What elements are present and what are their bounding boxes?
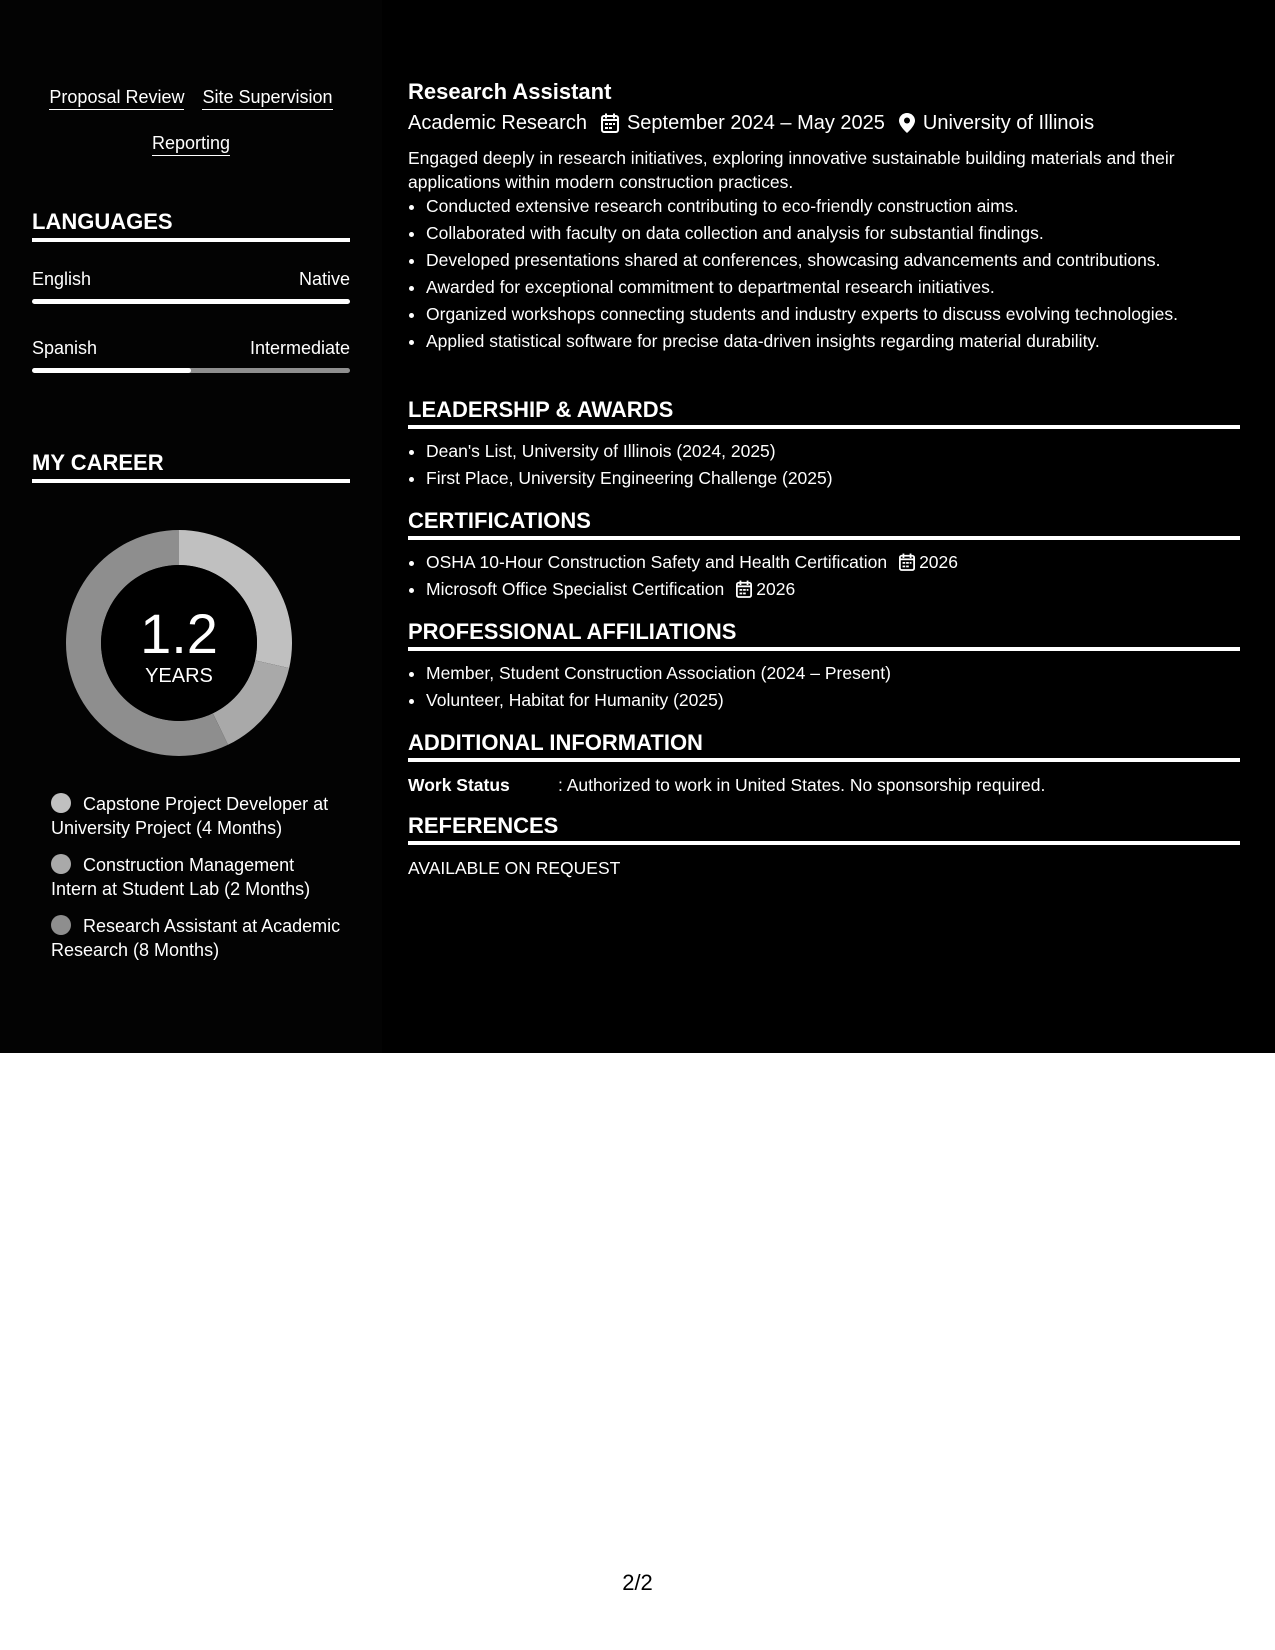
certification-year: 2026 bbox=[919, 552, 958, 572]
leadership-heading: LEADERSHIP & AWARDS bbox=[408, 396, 1240, 429]
work-status-value: : Authorized to work in United States. No sponsorship required. bbox=[558, 775, 1046, 795]
affiliations-heading: PROFESSIONAL AFFILIATIONS bbox=[408, 618, 1240, 651]
job-company: Academic Research bbox=[408, 112, 587, 134]
certification-year: 2026 bbox=[756, 579, 796, 599]
additional-info-heading: ADDITIONAL INFORMATION bbox=[408, 729, 1240, 762]
career-dot bbox=[51, 915, 71, 935]
calendar-icon bbox=[899, 553, 915, 571]
language-bar-fill bbox=[32, 299, 350, 304]
language-row-spanish bbox=[32, 337, 350, 359]
language-name: English bbox=[32, 269, 92, 289]
career-total-unit: YEARS bbox=[145, 665, 213, 687]
leadership-item: • Dean's List, University of Illinois (2024, 2025) bbox=[426, 439, 1258, 463]
career-dot bbox=[51, 793, 71, 813]
language-bar-spanish bbox=[32, 368, 350, 373]
certifications-list bbox=[408, 550, 1258, 604]
job-description bbox=[408, 146, 1240, 356]
language-row-english bbox=[32, 268, 350, 290]
job-bullet: • Developed presentations shared at conferences, showcasing advancements and contributions. bbox=[426, 248, 1240, 272]
language-level: Native bbox=[298, 269, 350, 289]
references-heading: REFERENCES bbox=[408, 812, 1240, 845]
skills-list bbox=[32, 86, 350, 156]
affiliation-item: • Member, Student Construction Association (2024 – Present) bbox=[426, 661, 1258, 685]
languages-heading: LANGUAGES bbox=[32, 208, 350, 242]
job-bullet: • Awarded for exceptional commitment to departmental research initiatives. bbox=[426, 275, 1240, 299]
certifications-heading: CERTIFICATIONS bbox=[408, 507, 1240, 540]
calendar-icon bbox=[736, 580, 752, 598]
skill-tag: Proposal Review bbox=[49, 86, 184, 110]
career-item-label: Capstone Project Developer at University Project (4 Months) bbox=[51, 794, 329, 838]
affiliations-list bbox=[408, 661, 1258, 715]
page-number: 2/2 bbox=[622, 1570, 653, 1595]
language-bar-english bbox=[32, 299, 350, 304]
language-bar-fill bbox=[32, 368, 191, 373]
skill-tag: Site Supervision bbox=[202, 86, 332, 110]
job-bullet: • Organized workshops connecting students and industry experts to discuss evolving technologies. bbox=[426, 302, 1240, 326]
certification-name: OSHA 10-Hour Construction Safety and Health Certification bbox=[426, 552, 888, 572]
career-item-label: Construction Management Intern at Student Lab (2 Months) bbox=[51, 855, 311, 899]
job-summary-text: Engaged deeply in research initiatives, exploring innovative sustainable building materials and their applications within modern construction practices. bbox=[408, 148, 1175, 192]
career-donut-chart bbox=[66, 530, 292, 756]
job-meta bbox=[408, 110, 1094, 136]
leadership-item: • First Place, University Engineering Challenge (2025) bbox=[426, 466, 1258, 490]
certification-item bbox=[426, 577, 1258, 601]
job-dates: September 2024 – May 2025 bbox=[626, 112, 885, 134]
calendar-icon bbox=[601, 113, 619, 133]
career-total-value: 1.2 bbox=[140, 602, 218, 665]
references-text: AVAILABLE ON REQUEST bbox=[408, 858, 621, 878]
job-bullet: • Applied statistical software for precise data-driven insights regarding material durability. bbox=[426, 329, 1240, 353]
sidebar bbox=[0, 0, 382, 1053]
career-legend bbox=[51, 792, 341, 975]
career-item bbox=[51, 914, 341, 962]
leadership-list bbox=[408, 439, 1258, 493]
skill-tag: Reporting bbox=[152, 132, 230, 156]
language-level: Intermediate bbox=[249, 338, 350, 358]
work-status-label: Work Status bbox=[408, 775, 510, 795]
main-content bbox=[408, 0, 1240, 1053]
certification-item bbox=[426, 550, 1258, 574]
career-item-label: Research Assistant at Academic Research (8 Months) bbox=[51, 916, 341, 960]
career-dot bbox=[51, 854, 71, 874]
career-item bbox=[51, 853, 341, 901]
job-bullet: • Conducted extensive research contributing to eco-friendly construction aims. bbox=[426, 194, 1240, 218]
career-heading: MY CAREER bbox=[32, 449, 350, 483]
career-item bbox=[51, 792, 341, 840]
work-status-row bbox=[408, 773, 1045, 797]
job-bullets bbox=[408, 194, 1240, 353]
job-bullet: • Collaborated with faculty on data collection and analysis for substantial findings. bbox=[426, 221, 1240, 245]
certification-name: Microsoft Office Specialist Certification bbox=[426, 579, 725, 599]
map-pin-icon bbox=[899, 113, 915, 133]
job-title: Research Assistant bbox=[408, 79, 612, 104]
affiliation-item: • Volunteer, Habitat for Humanity (2025) bbox=[426, 688, 1258, 712]
job-location: University of Illinois bbox=[922, 112, 1095, 134]
language-name: Spanish bbox=[32, 338, 98, 358]
